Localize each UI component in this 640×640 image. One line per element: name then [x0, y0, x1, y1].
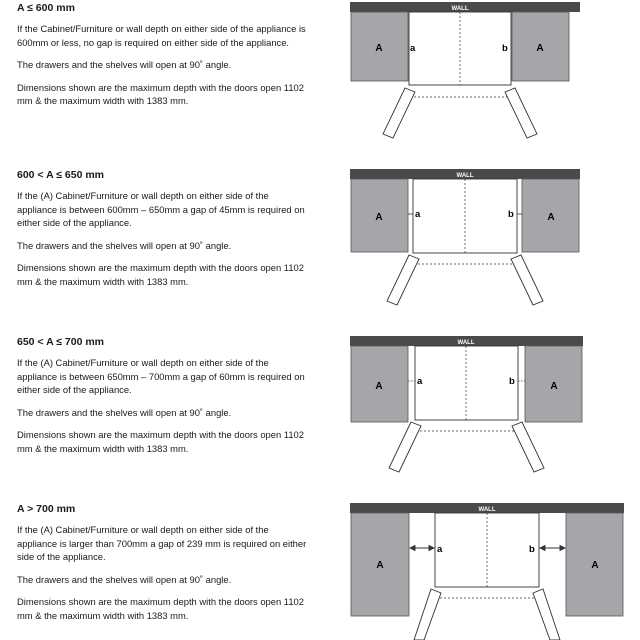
section-paragraph: If the (A) Cabinet/Furniture or wall depth on either side of the appliance is larger than 700mm a gap of 239 mm is required on either side of the appliance.: [17, 524, 307, 562]
gap-right-label: b: [508, 209, 514, 220]
section-paragraph: Dimensions shown are the maximum depth with the doors open 1102 mm & the maximum width with 1383 mm.: [17, 81, 304, 106]
section-1: [0, 0, 640, 160]
cabinet-right-label: A: [591, 560, 599, 571]
section-heading: A > 700 mm: [17, 503, 76, 515]
cabinet-right-label: A: [550, 381, 558, 392]
gap-right-label: b: [529, 544, 535, 555]
section-paragraph: Dimensions shown are the maximum depth with the doors open 1102 mm & the maximum width with 1383 mm.: [17, 596, 304, 621]
cabinet-right-label: A: [547, 212, 555, 223]
installation-diagram: [0, 0, 640, 160]
cabinet-left-label: A: [375, 381, 383, 392]
section-paragraph: Dimensions shown are the maximum depth with the doors open 1102 mm & the maximum width with 1383 mm.: [17, 262, 304, 287]
gap-left-label: a: [437, 544, 443, 555]
gap-right-label: b: [509, 376, 515, 387]
door-left: [387, 255, 419, 305]
cabinet-right-label: A: [536, 43, 544, 54]
cabinet-left-label: A: [375, 212, 383, 223]
gap-left-arrow: [410, 546, 434, 551]
door-right: [511, 255, 543, 305]
section-3: [0, 334, 640, 494]
section-paragraph: If the (A) Cabinet/Furniture or wall depth on either side of the appliance is between 650mm – 700mm a gap of 60mm is required on either side of the appliance.: [17, 357, 305, 395]
section-4: [0, 501, 640, 640]
door-right: [533, 589, 560, 640]
section-paragraph: The drawers and the shelves will open at 90˚ angle.: [17, 573, 232, 585]
door-left: [383, 88, 415, 138]
installation-diagram: [0, 501, 640, 640]
cabinet-left-label: A: [376, 560, 384, 571]
door-left: [414, 589, 441, 640]
cabinet-left-label: A: [375, 43, 383, 54]
installation-diagram: [0, 334, 640, 494]
installation-diagram: [0, 167, 640, 327]
gap-left-label: a: [417, 376, 423, 387]
wall-label: WALL: [457, 340, 475, 346]
gap-right-arrow: [540, 546, 565, 551]
section-paragraph: If the Cabinet/Furniture or wall depth on either side of the appliance is 600mm or less, no gap is required on either side of the appliance.: [17, 23, 306, 48]
section-heading: 600 < A ≤ 650 mm: [17, 169, 104, 181]
section-heading: A ≤ 600 mm: [17, 2, 75, 14]
section-2: [0, 167, 640, 327]
section-paragraph: The drawers and the shelves will open at 90˚ angle.: [17, 239, 232, 251]
section-paragraph: The drawers and the shelves will open at 90˚ angle.: [17, 59, 232, 70]
wall-label: WALL: [478, 507, 496, 513]
section-paragraph: The drawers and the shelves will open at 90˚ angle.: [17, 406, 232, 418]
section-heading: 650 < A ≤ 700 mm: [17, 336, 104, 348]
door-right: [512, 422, 544, 472]
section-paragraph: Dimensions shown are the maximum depth with the doors open 1102 mm & the maximum width with 1383 mm.: [17, 429, 304, 454]
door-right: [505, 88, 537, 138]
gap-left-label: a: [410, 43, 416, 54]
section-paragraph: If the (A) Cabinet/Furniture or wall depth on either side of the appliance is between 600mm – 650mm a gap of 45mm is required on either side of the appliance.: [17, 190, 305, 228]
gap-left-label: a: [415, 209, 421, 220]
door-left: [389, 422, 421, 472]
wall-label: WALL: [451, 6, 469, 12]
gap-right-label: b: [502, 43, 508, 54]
appliance-body: [415, 346, 518, 420]
wall-label: WALL: [456, 173, 474, 179]
